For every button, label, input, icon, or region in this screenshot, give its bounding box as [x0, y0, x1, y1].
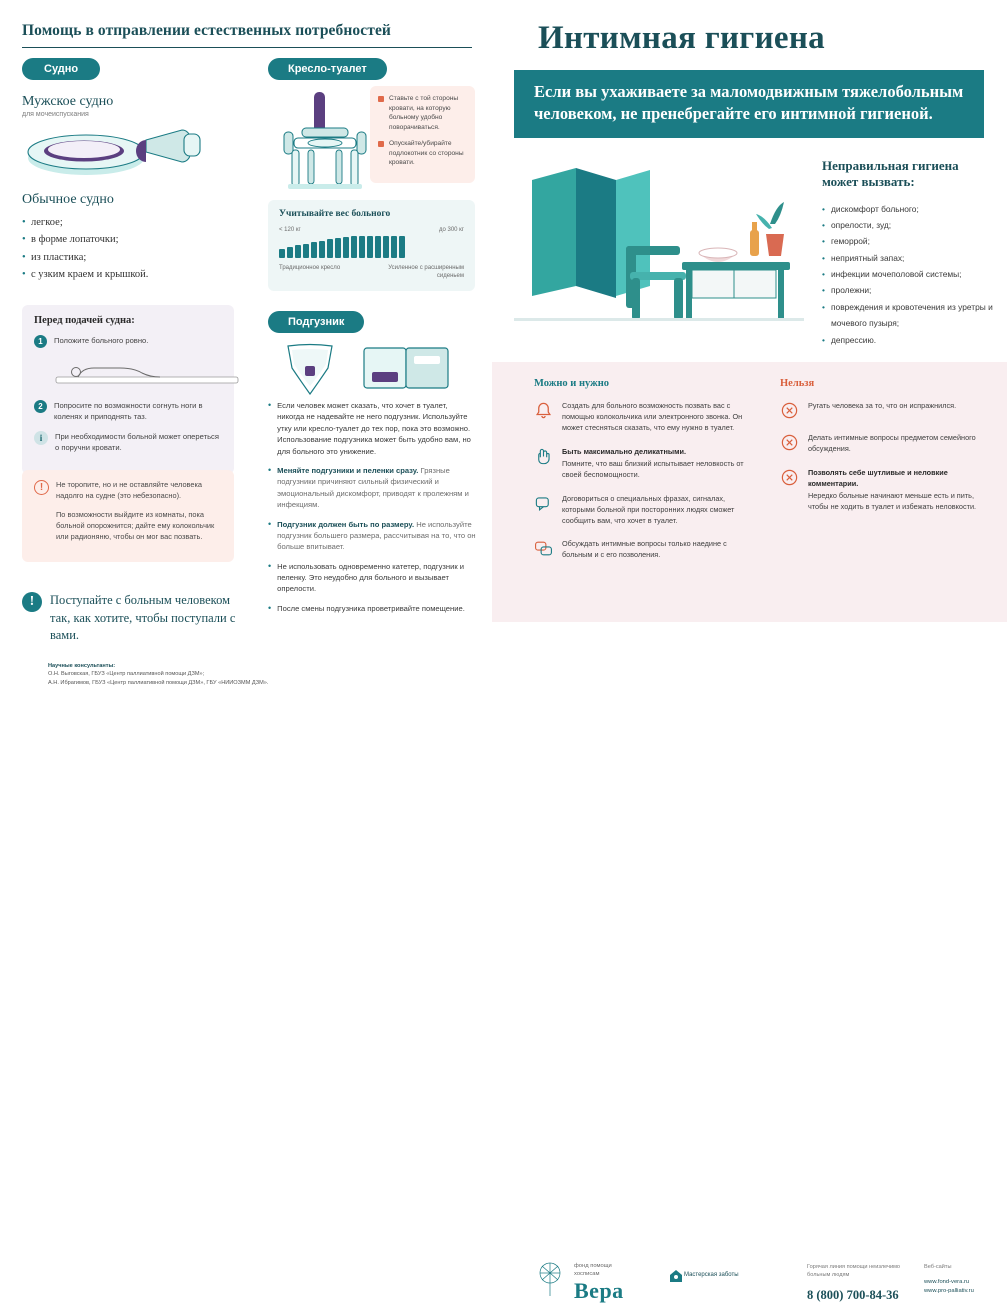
dos-item — [534, 447, 759, 481]
dos-item-text: Договориться о специальных фразах, сигналах, которыми больной при посторонних людях сможет сообщить вам, что хочет в туалет. — [562, 493, 735, 525]
left-panel-title: Помощь в отправлении естественных потребностей — [22, 22, 472, 48]
website-link-1[interactable]: www.fond-vera.ru — [924, 1279, 970, 1285]
common-bedpan-list — [22, 214, 232, 283]
before-info-note — [34, 431, 222, 453]
dos-column — [534, 378, 759, 574]
weight-bar — [295, 245, 301, 258]
bullet-icon: • — [268, 464, 272, 475]
step-text: Попросите по возможности согнуть ноги в коленях и приподнять таз. — [54, 401, 203, 421]
list-item — [268, 603, 476, 614]
list-item-text: Не использовать одновременно катетер, подгузник и пеленку. Это неудобно для больного и вызывает опрелости. — [277, 561, 465, 594]
commode-chair-illustration — [272, 88, 377, 206]
house-icon — [668, 1268, 684, 1284]
weight-bar — [343, 237, 349, 258]
list-item — [268, 465, 476, 511]
list-item: • инфекции мочеполовой системы; — [822, 266, 997, 282]
before-step-2 — [34, 400, 222, 422]
weight-max-label: до 300 кг — [439, 227, 464, 233]
diaper-illustration — [272, 342, 462, 397]
room-illustration — [514, 150, 804, 345]
credits-label: Научные консультанты: — [48, 663, 116, 669]
list-item: • неприятный запах; — [822, 250, 997, 266]
warning-text: По возможности выйдите из комнаты, пока больной опорожнится; дайте ему колокольчик или радионяню, чтобы он мог вас позвать. — [56, 510, 215, 541]
list-item-text: Грязные подгузники причиняют сильный физический и эмоциональный дискомфорт, приводят к пролежням и инфекциям. — [277, 465, 469, 510]
warning-box — [22, 470, 234, 562]
bullet-icon: • — [268, 518, 272, 529]
weight-bar — [319, 241, 325, 258]
warning-item — [34, 510, 222, 542]
bedpan-pill-label: Судно — [22, 58, 100, 80]
donts-column — [780, 378, 985, 526]
hand-icon — [534, 447, 553, 466]
hotline-label: Горячая линия помощи неизлечимо больным людям — [807, 1264, 901, 1278]
male-bedpan-note: для мочеиспускания — [22, 111, 89, 118]
list-item-body — [277, 519, 476, 553]
hotline-block — [807, 1264, 912, 1303]
weight-scale-labels — [279, 227, 464, 233]
weight-bar — [375, 236, 381, 258]
improper-hygiene-title: Неправильная гигиена может вызвать: — [822, 158, 959, 190]
dos-item-bold: Быть максимально деликатными. — [562, 446, 687, 456]
weight-bar — [391, 236, 397, 258]
step-number-icon: 1 — [34, 335, 47, 348]
websites-block — [924, 1264, 974, 1297]
before-bedpan-title: Перед подачей судна: — [34, 315, 135, 326]
right-panel — [492, 0, 1007, 1304]
weight-bar — [383, 236, 389, 258]
dos-item — [534, 401, 759, 434]
donts-item — [780, 401, 985, 420]
donts-item — [780, 468, 985, 513]
list-item-text: Не используйте подгузник большего размера, рассчитывая на то, что он больше впитывает. — [277, 519, 476, 552]
chair-tip-text: Ставьте с той стороны кровати, на которую больному удобно поворачиваться. — [389, 95, 459, 131]
hotline-phone[interactable]: 8 (800) 700-84-36 — [807, 1287, 899, 1302]
fund-tagline-2: хосписам — [574, 1271, 600, 1278]
credits-line: А.Н. Ибрагимов, ГБУЗ «Центр паллиативной помощи ДЗМ», ГБУ «НИИОЗММ ДЗМ». — [48, 679, 269, 686]
diaper-pill-label: Подгузник — [268, 311, 364, 333]
list-item: • с узким краем и крышкой. — [22, 266, 232, 283]
list-item: • в форме лопаточки; — [22, 231, 232, 248]
dandelion-logo-icon — [534, 1260, 570, 1300]
list-item-text: После смены подгузника проветривайте помещение. — [277, 603, 465, 613]
chair-tip — [378, 94, 467, 132]
bullet-icon: • — [268, 400, 272, 410]
cross-icon — [780, 401, 799, 420]
bullet-icon: • — [268, 560, 272, 571]
square-bullet-icon — [378, 96, 384, 102]
dos-item — [534, 539, 759, 561]
list-item-body — [277, 465, 476, 511]
weight-min-label: < 120 кг — [279, 227, 301, 233]
dos-column-header: Можно и нужно — [534, 378, 610, 389]
speech-icon — [534, 494, 553, 513]
closing-quote — [22, 592, 247, 645]
list-item: • опрелости, зуд; — [822, 217, 997, 233]
weight-foot-left: Традиционное кресло — [279, 265, 341, 271]
chair-tip-text: Опускайте/убирайте подлокотник со стороны кровати. — [389, 140, 464, 167]
dos-item-text: Обсуждать интимные вопросы только наедине с больным и с его позволения. — [562, 539, 727, 560]
donts-item-text: Делать интимные вопросы предметом семейного обсуждения. — [808, 433, 976, 453]
bullet-icon: • — [268, 602, 272, 613]
commode-chair-pill-label: Кресло-туалет — [268, 58, 387, 80]
improper-hygiene-block — [822, 158, 997, 348]
fund-logo — [574, 1262, 724, 1304]
before-step-1 — [34, 335, 222, 348]
chair-tip — [378, 139, 467, 168]
male-bedpan-title: Мужское судно — [22, 94, 114, 109]
weight-bar — [367, 236, 373, 258]
weight-bar — [399, 236, 405, 258]
donts-column-header: Нельзя — [780, 378, 815, 389]
chat-icon — [534, 539, 553, 558]
section-header-bedpan — [22, 58, 100, 80]
section-header-diaper — [268, 311, 364, 333]
page-title: Интимная гигиена — [538, 20, 825, 56]
step-number-icon: 2 — [34, 400, 47, 413]
weight-bar-chart — [279, 236, 464, 258]
list-item: • пролежни; — [822, 282, 997, 298]
closing-quote-text: Поступайте с больным человеком так, как хотите, чтобы поступали с вами. — [50, 593, 236, 642]
donts-item-bold: Позволять себе шутливые и неловкие комментарии. — [808, 467, 948, 488]
dos-item — [534, 494, 759, 527]
list-item: • геморрой; — [822, 233, 997, 249]
dos-item-body — [562, 447, 759, 481]
left-panel — [0, 0, 492, 716]
list-item-text: Если человек может сказать, что хочет в туалет, никогда не надевайте не него подгузник. Используйте утку или кресло-туалет до тех пор, пока это возможно. Использование подгузника может быть удобно вам, но для больного это унижение. — [277, 401, 471, 456]
donts-item — [780, 433, 985, 455]
info-icon: i — [34, 431, 48, 445]
dos-item-text: Помните, что ваш близкий испытывает неловкость от своей беспомощности. — [562, 458, 744, 479]
weight-bar — [335, 238, 341, 258]
list-item — [268, 400, 476, 457]
patient-lying-figure-icon — [54, 359, 240, 387]
square-bullet-icon — [378, 141, 384, 147]
list-item: • повреждения и кровотечения из уретры и мочевого пузыря; — [822, 299, 997, 332]
highlight-banner: Если вы ухаживаете за маломодвижным тяжелобольным человеком, не пренебрегайте его интимной гигиеной. — [514, 70, 984, 138]
bell-icon — [534, 401, 553, 420]
dos-item-text: Создать для больного возможность позвать вас с помощью колокольчика или электронного звонка. Он может стесняться сказать, что ему нужно в туалет. — [562, 401, 743, 432]
warning-text: Не торопите, но и не оставляйте человека надолго на судне (это небезопасно). — [56, 480, 203, 500]
step-text: Положите больного ровно. — [54, 336, 149, 345]
exclamation-icon: ! — [22, 592, 42, 612]
list-item-bold: Меняйте подгузники и пеленки сразу. — [277, 465, 419, 475]
weight-bar — [327, 239, 333, 258]
weight-bar — [279, 249, 285, 258]
weight-bar — [359, 236, 365, 258]
section-header-commode-chair — [268, 58, 387, 80]
footer — [492, 626, 1007, 1304]
website-link-2[interactable]: www.pro-palliativ.ru — [924, 1288, 974, 1295]
list-item: • из пластика; — [22, 249, 232, 266]
fund-tagline-1: фонд помощи — [574, 1263, 612, 1269]
weight-chart-footnotes — [279, 264, 464, 280]
websites-label: Веб-сайты — [924, 1264, 952, 1270]
fund-name: Вера — [574, 1278, 624, 1304]
info-text: При необходимости больной может опереться о поручни кровати. — [55, 432, 219, 452]
weight-foot-right: Усиленное с расширенным сиденьем — [388, 265, 464, 280]
improper-hygiene-list — [822, 201, 997, 349]
credits-line: О.Н. Выговская, ГБУЗ «Центр паллиативной помощи ДЗМ»; — [48, 671, 205, 678]
common-bedpan-block — [22, 192, 232, 283]
diaper-advice-list — [268, 400, 476, 622]
commode-chair-tips-box — [370, 86, 475, 183]
weight-bar — [303, 244, 309, 258]
weight-bar — [351, 236, 357, 258]
common-bedpan-title: Обычное судно — [22, 192, 114, 207]
list-item — [268, 519, 476, 553]
list-item: • дискомфорт больного; — [822, 201, 997, 217]
list-item-bold: Подгузник должен быть по размеру. — [277, 519, 415, 529]
list-item — [268, 561, 476, 595]
donts-item-text: Ругать человека за то, что он испражнился. — [808, 401, 957, 410]
donts-item-text: Нередко больные начинают меньше есть и пить, чтобы не ходить в туалет и избежать неловкости. — [808, 490, 977, 511]
list-item: • депрессию. — [822, 332, 997, 348]
donts-item-body — [808, 468, 985, 513]
credits-block — [48, 662, 338, 687]
patient-weight-box — [268, 200, 475, 291]
weight-bar — [287, 247, 293, 258]
weight-bar — [311, 242, 317, 258]
patient-weight-title: Учитывайте вес больного — [279, 209, 391, 219]
before-bedpan-box — [22, 305, 234, 474]
partner-label: Мастерская заботы — [684, 1272, 739, 1278]
cross-icon — [780, 433, 799, 452]
bedpan-illustration — [24, 118, 229, 180]
exclamation-icon: ! — [34, 480, 49, 495]
warning-item — [34, 480, 222, 501]
male-bedpan-block — [22, 94, 232, 118]
list-item: • легкое; — [22, 214, 232, 231]
cross-icon — [780, 468, 799, 487]
